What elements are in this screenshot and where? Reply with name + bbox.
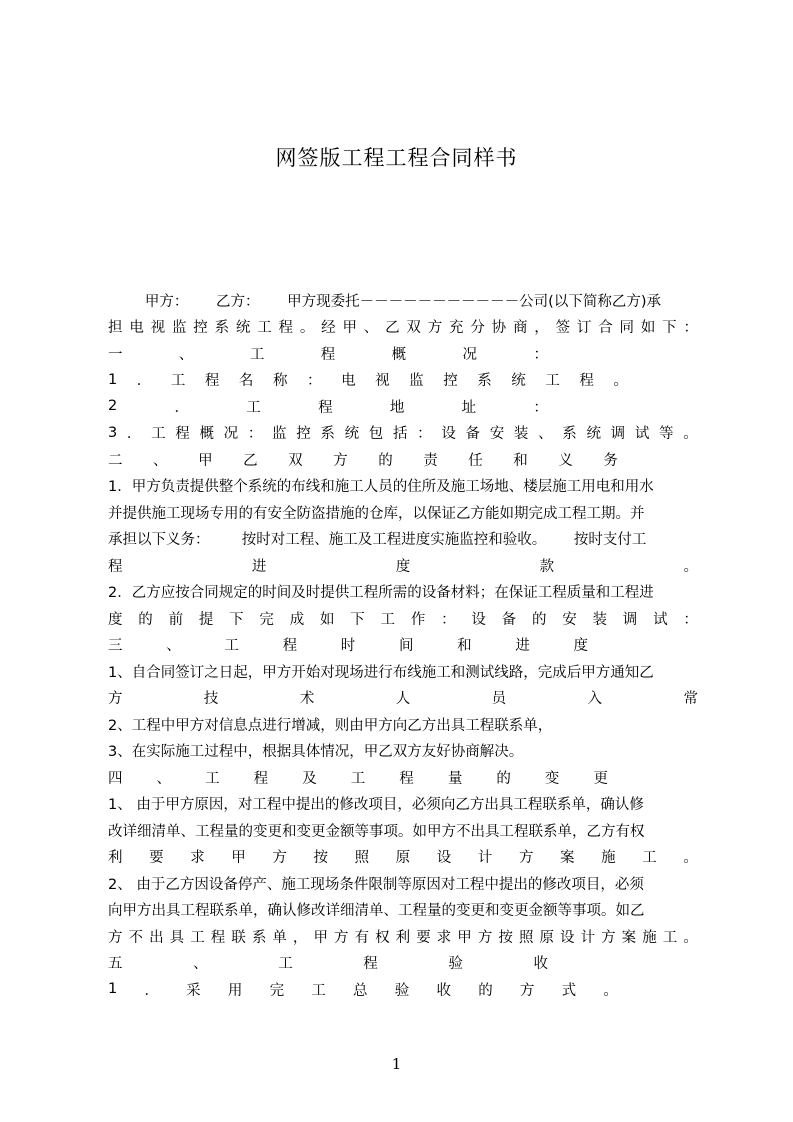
line-text: 2、工程中甲方对信息点进行增减，则由甲方向乙方出具工程联系单， bbox=[108, 717, 553, 734]
line-text: 2、 由于乙方因设备停产、施工现场条件限制等原因对工程中提出的修改项目，必须 bbox=[108, 876, 644, 893]
document-line bbox=[108, 817, 698, 844]
line-text: 1、自合同签订之日起，甲方开始对现场进行布线施工和测试线路，完成后甲方通知乙 bbox=[108, 664, 654, 681]
document-title: 网签版工程工程合同样书 bbox=[275, 146, 518, 170]
line-text: 2．乙方应按合同规定的时间及时提供工程所需的设备材料；在保证工程质量和工程进 bbox=[108, 585, 654, 602]
document-line: 1 ． 工 程 名 称 ： 电 视 监 控 系 统 工 程 。 bbox=[108, 371, 628, 390]
document-line: 五 、 工 程 验 收 bbox=[108, 956, 548, 973]
document-line: 利 要 求 甲 方 按 照 原 设 计 方 案 施 工 。 bbox=[108, 850, 698, 867]
document-line: 一 、 工 程 概 况 ： bbox=[108, 346, 548, 363]
document-line: 方 不 出 具 工 程 联 系 单 ， 甲 方 有 权 利 要 求 甲 方 按 照 原 设 计 方 案 施 工 。 bbox=[108, 929, 698, 946]
document-line bbox=[108, 473, 698, 500]
document-line: 程 进 度 款 。 bbox=[108, 558, 698, 575]
line-text: 并提供施工现场专用的有安全防盗措施的仓库，以保证乙方能如期完成工程工期。并 bbox=[108, 505, 645, 522]
document-line: 方 技 术 人 员 入 常 bbox=[108, 691, 698, 708]
document-line: 2 ． 工 程 地 址 ： bbox=[108, 398, 548, 416]
document-line: 3 ． 工 程 概 况 ： 监 控 系 统 包 括 ： 设 备 安 装 、 系 统 调 试 等 。 bbox=[108, 424, 698, 443]
line-text: 1、 由于甲方原因，对工程中提出的修改项目，必须向乙方出具工程联系单，确认修 bbox=[108, 797, 644, 814]
document-line bbox=[108, 499, 698, 526]
document-line bbox=[108, 870, 698, 897]
document-line: 担 电 视 监 控 系 统 工 程 。 经 甲 、 乙 双 方 充 分 协 商 ， 签 订 合 同 如 下 ： bbox=[108, 320, 698, 337]
page-number: 1 bbox=[391, 1055, 402, 1073]
document-line: 三 、 工 程 时 间 和 进 度 bbox=[108, 638, 588, 655]
document-body bbox=[108, 287, 698, 1003]
document-line bbox=[108, 579, 698, 606]
document-line bbox=[108, 791, 698, 818]
document-line: 度 的 前 提 下 完 成 如 下 工 作 ： 设 备 的 安 装 调 试 ： bbox=[108, 611, 698, 628]
document-line bbox=[108, 738, 698, 765]
document-line bbox=[108, 287, 698, 314]
line-text: 甲方： 乙方： 甲方现委托－－－－－－－－－－－公司(以下简称乙方)承 bbox=[108, 293, 661, 310]
document-line bbox=[108, 897, 698, 924]
line-text: 1．甲方负责提供整个系统的布线和施工人员的住所及施工场地、楼层施工用电和用水 bbox=[108, 479, 654, 496]
line-text: 承担以下义务： 按时对工程、施工及工程进度实施监控和验收。 按时支付工 bbox=[108, 532, 647, 549]
document-line: 二 、 甲 乙 双 方 的 责 任 和 义 务 bbox=[108, 452, 618, 469]
document-line: 四 、 工 程 及 工 程 量 的 变 更 bbox=[108, 770, 608, 787]
line-text: 改详细清单、工程量的变更和变更金额等事项。如甲方不出具工程联系单，乙方有权 bbox=[108, 823, 645, 840]
document-line bbox=[108, 711, 698, 738]
document-line: 1 ． 采 用 完 工 总 验 收 的 方 式 。 bbox=[108, 981, 618, 999]
document-line bbox=[108, 526, 698, 553]
document-line bbox=[108, 658, 698, 685]
line-text: 向甲方出具工程联系单，确认修改详细清单、工程量的变更和变更金额等事项。如乙 bbox=[108, 903, 645, 920]
line-text: 3、在实际施工过程中，根据具体情况，甲乙双方友好协商解决。 bbox=[108, 744, 524, 761]
